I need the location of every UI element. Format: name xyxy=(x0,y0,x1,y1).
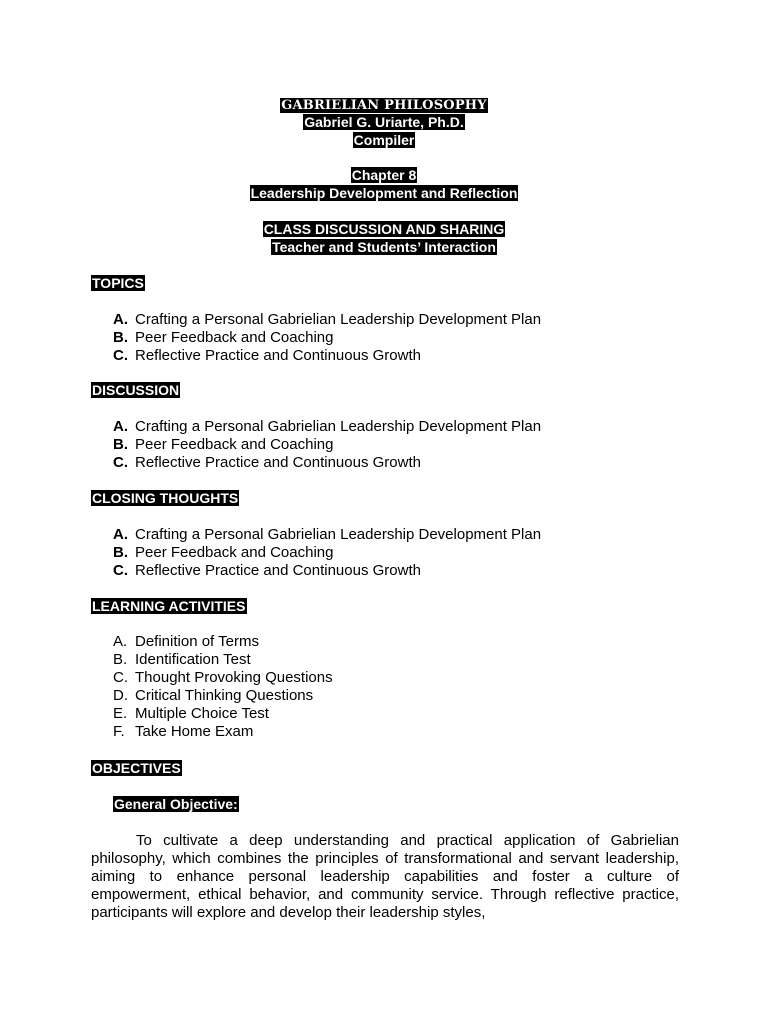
class-title-line xyxy=(0,221,768,239)
list-item xyxy=(113,544,541,562)
list-text: Peer Feedback and Coaching xyxy=(135,544,334,561)
author-line xyxy=(0,114,768,132)
list-text: Multiple Choice Test xyxy=(135,705,269,722)
discussion-section-heading xyxy=(91,382,180,400)
list-text: Peer Feedback and Coaching xyxy=(135,329,334,346)
list-letter: A. xyxy=(113,311,128,328)
list-text: Thought Provoking Questions xyxy=(135,669,333,686)
list-letter: A. xyxy=(113,418,128,435)
discussion-heading: DISCUSSION xyxy=(92,382,180,398)
list-letter: A. xyxy=(113,526,128,543)
chapter-number: Chapter 8 xyxy=(351,167,417,183)
list-text: Crafting a Personal Gabrielian Leadership Development Plan xyxy=(135,311,542,328)
list-item xyxy=(113,705,333,723)
list-item xyxy=(113,454,541,472)
list-item xyxy=(113,723,333,741)
chapter-line xyxy=(0,167,768,185)
list-letter: C. xyxy=(113,669,128,686)
list-letter: E. xyxy=(113,705,128,722)
list-item xyxy=(113,687,333,705)
objectives-heading: OBJECTIVES xyxy=(92,760,181,776)
list-letter: C. xyxy=(113,562,128,579)
list-letter: C. xyxy=(113,347,128,364)
list-text: Crafting a Personal Gabrielian Leadership Development Plan xyxy=(135,526,542,543)
list-item xyxy=(113,436,541,454)
list-letter: B. xyxy=(113,544,128,561)
author-name: Gabriel G. Uriarte, Ph.D. xyxy=(304,114,464,130)
list-letter: B. xyxy=(113,329,128,346)
closing-heading: CLOSING THOUGHTS xyxy=(92,490,239,506)
list-text: Identification Test xyxy=(135,651,251,668)
document-title: GABRIELIAN PHILOSOPHY xyxy=(281,98,487,113)
list-letter: D. xyxy=(113,687,128,704)
activities-section-heading xyxy=(91,598,247,616)
list-letter: B. xyxy=(113,651,128,668)
topics-heading: TOPICS xyxy=(92,275,144,291)
list-item xyxy=(113,418,541,436)
author-role: Compiler xyxy=(353,132,415,148)
class-subtitle: Teacher and Students’ Interaction xyxy=(272,239,496,255)
list-item xyxy=(113,651,333,669)
list-text: Definition of Terms xyxy=(135,633,259,650)
chapter-title-line xyxy=(0,185,768,203)
list-letter: B. xyxy=(113,436,128,453)
class-subtitle-line xyxy=(0,239,768,257)
list-item xyxy=(113,311,541,329)
closing-list xyxy=(113,526,541,580)
list-item xyxy=(113,633,333,651)
objectives-section-heading xyxy=(91,760,182,778)
role-line xyxy=(0,132,768,150)
document-title-line xyxy=(0,96,768,114)
list-text: Crafting a Personal Gabrielian Leadership Development Plan xyxy=(135,418,542,435)
list-text: Critical Thinking Questions xyxy=(135,687,314,704)
list-text: Reflective Practice and Continuous Growth xyxy=(135,347,421,364)
list-text: Peer Feedback and Coaching xyxy=(135,436,334,453)
topics-section-heading xyxy=(91,275,145,293)
activities-heading: LEARNING ACTIVITIES xyxy=(92,598,246,614)
list-item xyxy=(113,526,541,544)
topics-list xyxy=(113,311,541,365)
list-item xyxy=(113,562,541,580)
closing-section-heading xyxy=(91,490,239,508)
list-text: Take Home Exam xyxy=(135,723,254,740)
general-objective-text: To cultivate a deep understanding and practical application of Gabrielian philosophy, which combines the principles of transformational and servant leadership, aiming to enhance personal leadership capabilities and foster a culture of empowerment, ethical behavior, and community service. Through reflective practice, participants will explore and develop their leadership styles, xyxy=(91,832,679,921)
general-objective-heading-line xyxy=(113,796,239,814)
chapter-title: Leadership Development and Reflection xyxy=(250,185,518,201)
class-title: CLASS DISCUSSION AND SHARING xyxy=(263,221,505,237)
list-letter: F. xyxy=(113,723,125,740)
general-objective-heading: General Objective: xyxy=(114,796,238,812)
list-text: Reflective Practice and Continuous Growth xyxy=(135,562,421,579)
discussion-list xyxy=(113,418,541,472)
list-item xyxy=(113,329,541,347)
list-text: Reflective Practice and Continuous Growth xyxy=(135,454,421,471)
list-letter: C. xyxy=(113,454,128,471)
list-item xyxy=(113,347,541,365)
activities-list xyxy=(113,633,333,741)
list-item xyxy=(113,669,333,687)
list-letter: A. xyxy=(113,633,128,650)
